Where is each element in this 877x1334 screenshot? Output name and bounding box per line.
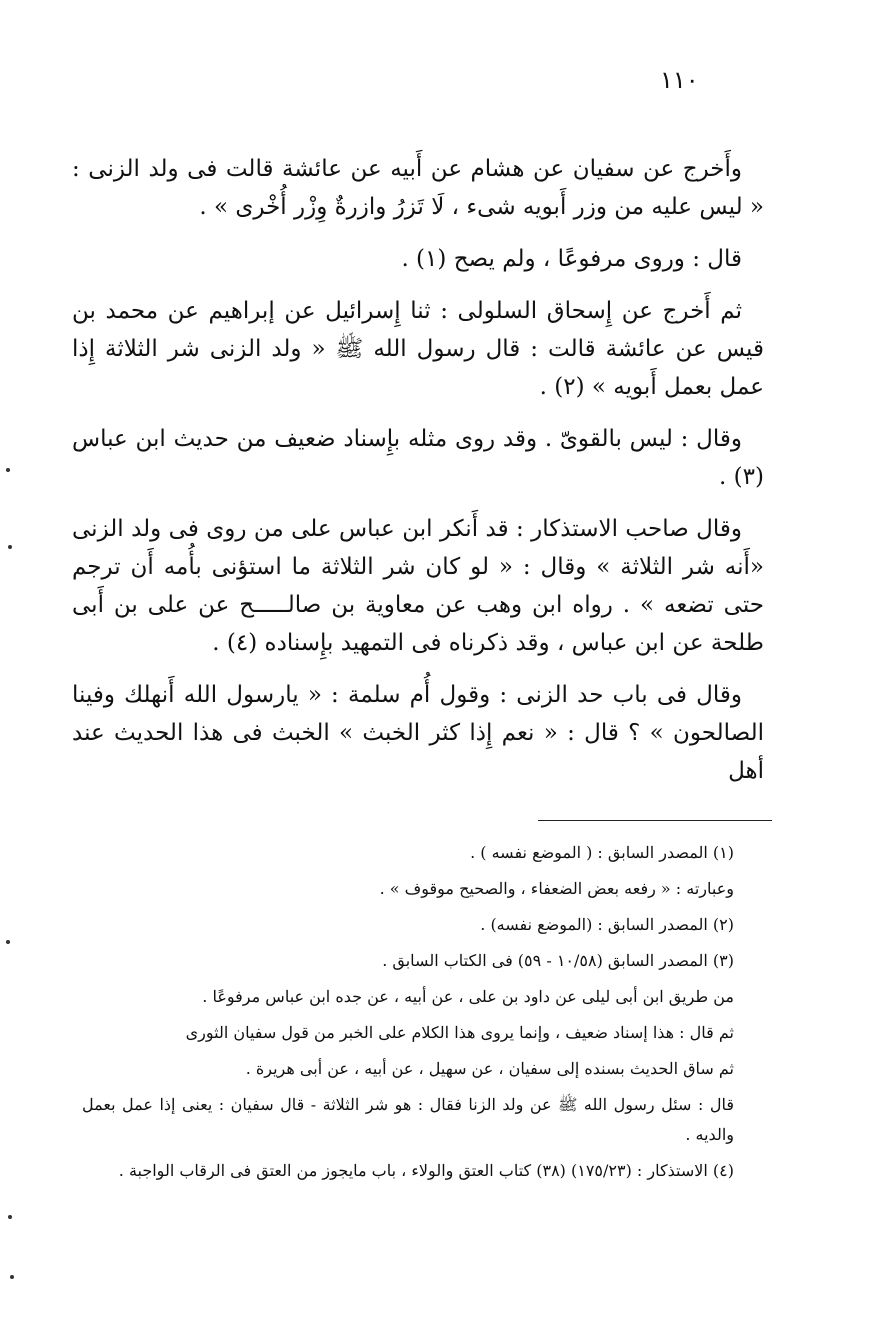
scan-speck <box>6 468 10 472</box>
scan-speck <box>10 1275 14 1279</box>
footnote-3-detail-3: ثم ساق الحديث بسنده إلى سفيان ، عن سهيل ، عن أبيه ، عن أبى هريرة . <box>245 1059 734 1078</box>
paragraph-6: وقال فى باب حد الزنى : وقول أُم سلمة : « يارسول الله أَنهلك وفينا الصالحون » ؟ قال : « نعم إِذا كثر الخبث » الخبث فى هذا الحديث عند أهل <box>72 682 764 784</box>
footnote-3-detail-2: ثم قال : هذا إسناد ضعيف ، وإنما يروى هذا الكلام على الخبر من قول سفيان الثورى <box>185 1023 734 1042</box>
footnote-1: (١) المصدر السابق : ( الموضع نفسه ) . <box>470 843 734 862</box>
footnote-3-detail-1: من طريق ابن أبى ليلى عن داود بن على ، عن أبيه ، عن جده ابن عباس مرفوعًا . <box>202 987 734 1006</box>
paragraph-3: ثم أَخرج عن إِسحاق السلولى : ثنا إِسرائيل عن إبراهيم عن محمد بن قيس عن عائشة قالت : قال رسول الله ﷺ « ولد الزنى شر الثلاثة إِذا عمل بعمل أَبويه » (٢) . <box>72 298 764 400</box>
main-text <box>72 150 764 804</box>
footnote-separator <box>538 820 772 821</box>
scan-speck <box>8 1215 12 1219</box>
footnote-3-detail-4: قال : سئل رسول الله ﷺ عن ولد الزنا فقال : هو شر الثلاثة - قال سفيان : يعنى إذا عمل بعمل والديه . <box>82 1095 734 1144</box>
paragraph-1: وأَخرج عن سفيان عن هشام عن أَبيه عن عائشة قالت فى ولد الزنى : « ليس عليه من وزر أَبويه شىء ، لَا تَزرُ وازرةٌ وِزْر أُخْرى » . <box>72 156 764 220</box>
scan-speck <box>8 545 12 549</box>
footnote-1-detail: وعبارته : « رفعه بعض الضعفاء ، والصحيح موقوف » . <box>379 879 734 898</box>
scan-speck <box>6 940 10 944</box>
paragraph-5: وقال صاحب الاستذكار : قد أَنكر ابن عباس على من روى فى ولد الزنى «أَنه شر الثلاثة » وقال : « لو كان شر الثلاثة ما استؤنى بأُمه أَن ترجم حتى تضعه » . رواه ابن وهب عن معاوية بن صالـــــح عن على بن أَبى طلحة عن ابن عباس ، وقد ذكرناه فى التمهيد بإِسناده (٤) . <box>72 516 764 656</box>
paragraph-4: وقال : ليس بالقوىّ . وقد روى مثله بإِسناد ضعيف من حديث ابن عباس (٣) . <box>72 426 764 490</box>
footnote-2: (٢) المصدر السابق : (الموضع نفسه) . <box>480 915 734 934</box>
footnotes <box>82 838 734 1192</box>
page-number: ١١٠ <box>660 66 699 94</box>
footnote-4: (٤) الاستذكار : (١٧٥/٢٣) (٣٨) كتاب العتق والولاء ، باب مايجوز من العتق فى الرقاب الواجبة . <box>118 1161 734 1180</box>
footnote-3: (٣) المصدر السابق (١٠/٥٨ - ٥٩) فى الكتاب السابق . <box>382 951 734 970</box>
paragraph-2: قال : وروى مرفوعًا ، ولم يصح (١) . <box>401 246 742 272</box>
